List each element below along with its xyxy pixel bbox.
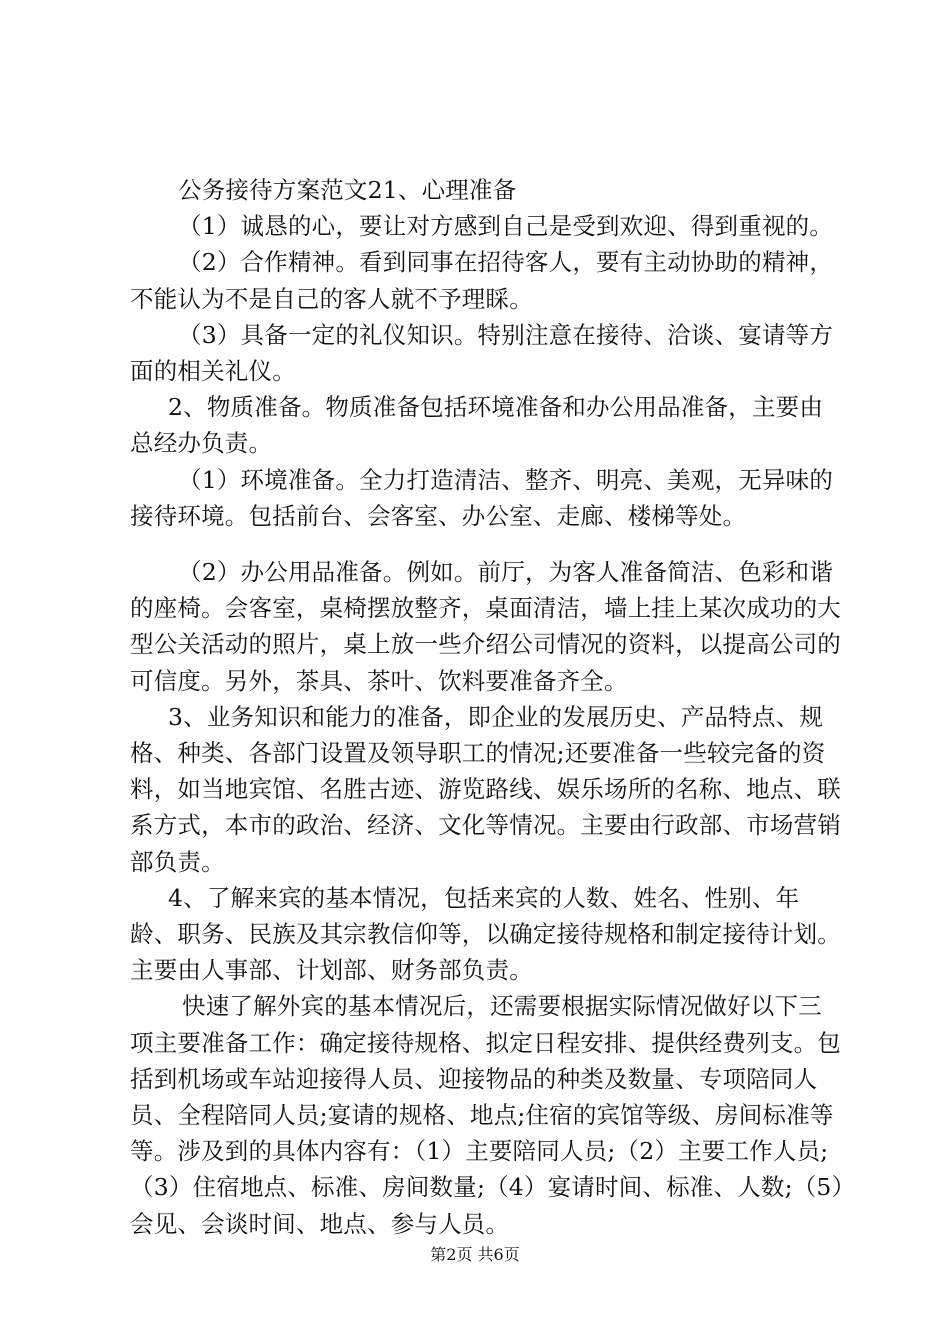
document-body <box>130 172 845 1242</box>
paragraph-preparation-work: 快速了解外宾的基本情况后，还需要根据实际情况做好以下三项主要准备工作：确定接待规格、拟定日程安排、提供经费列支。包括到机场或车站迎接得人员、迎接物品的种类及数量、专项陪同人员、全程陪同人员;宴请的规格、地点;住宿的宾馆等级、房间标准等等。涉及到的具体内容有：（1）主要陪同人员;（2）主要工作人员;（3）住宿地点、标准、房间数量;（4）宴请时间、标准、人数;（5）会见、会谈时间、地点、参与人员。 <box>130 992 844 1238</box>
paragraph-environment: （1）环境准备。全力打造清洁、整齐、明亮、美观，无异味的接待环境。包括前台、会客室、办公室、走廊、楼梯等处。 <box>130 465 834 530</box>
heading-paragraph: 公务接待方案范文21、心理准备 <box>178 176 517 204</box>
paragraph-cooperation: （2）合作精神。看到同事在招待客人，要有主动协助的精神，不能认为不是自己的客人就不予理睬。 <box>130 248 834 313</box>
page-number-footer: 第2页 共6页 <box>430 1245 520 1264</box>
paragraph-office-supplies: （2）办公用品准备。例如。前厅，为客人准备简洁、色彩和谐的座椅。会客室，桌椅摆放整齐，桌面清洁，墙上挂上某次成功的大型公关活动的照片，桌上放一些介绍公司情况的资料，以提高公司的可信度。另外，茶具、茶叶、饮料要准备齐全。 <box>130 558 841 695</box>
paragraph-material-preparation: 2、物质准备。物质准备包括环境准备和办公用品准备，主要由总经办负责。 <box>130 393 824 458</box>
paragraph-etiquette: （3）具备一定的礼仪知识。特别注意在接待、洽谈、宴请等方面的相关礼仪。 <box>130 320 834 386</box>
paragraph-guest-info: 4、了解来宾的基本情况，包括来宾的人数、姓名、性别、年龄、职务、民族及其宗教信仰等，以确定接待规格和制定接待计划。主要由人事部、计划部、财务部负责。 <box>130 883 841 985</box>
paragraph-business-knowledge: 3、业务知识和能力的准备，即企业的发展历史、产品特点、规格、种类、各部门设置及领导职工的情况;还要准备一些较完备的资料，如当地宾馆、名胜古迹、游览路线、娱乐场所的名称、地点、联系方式，本市的政治、经济、文化等情况。主要由行政部、市场营销部负责。 <box>130 702 841 876</box>
paragraph-sincere-heart: （1）诚恳的心，要让对方感到自己是受到欢迎、得到重视的。 <box>178 212 834 241</box>
